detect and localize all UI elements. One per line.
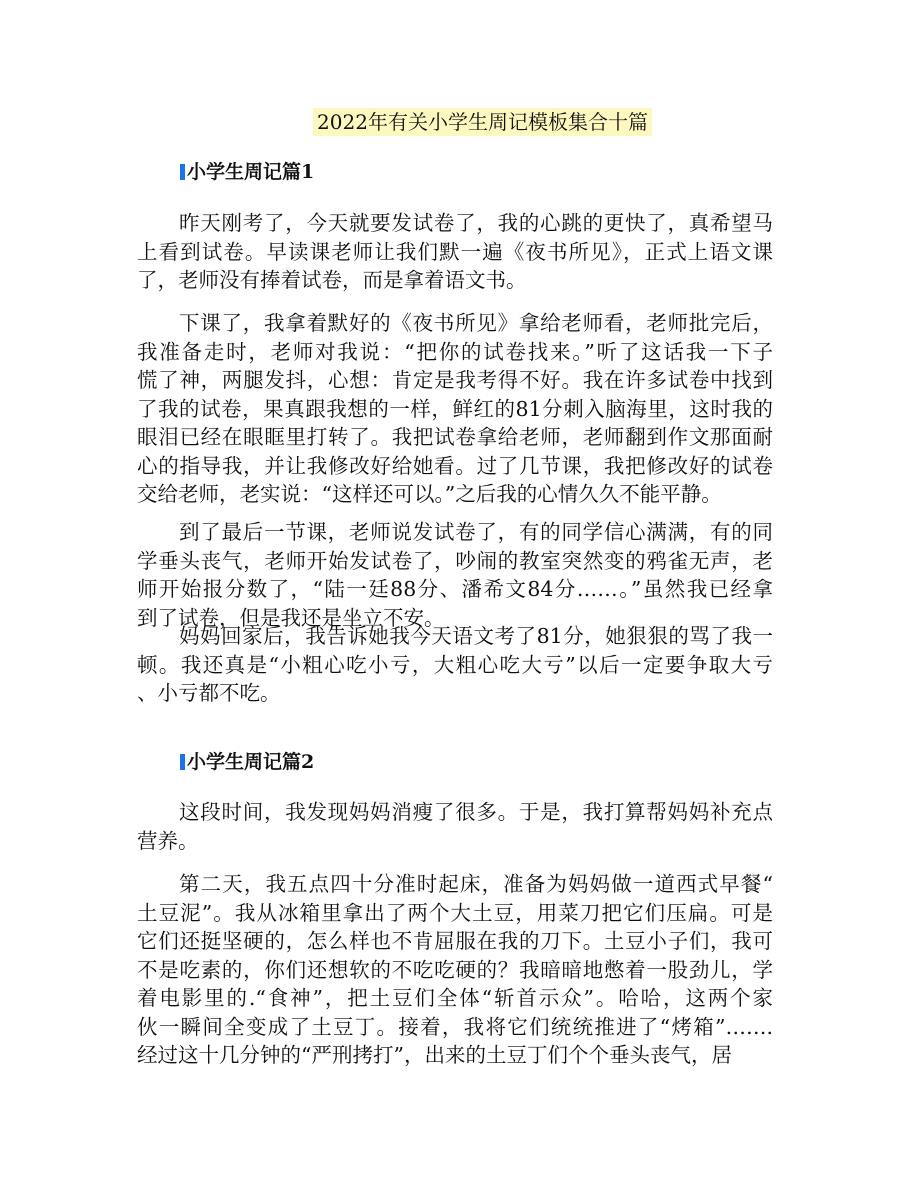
paragraph <box>137 622 773 708</box>
section-heading-text: 小学生周记篇2 <box>187 751 315 773</box>
paragraph-line: 到了试卷，但是我还是坐立不安。 <box>137 605 445 630</box>
paragraph-line: 了，老师没有捧着试卷，而是拿着语文书。 <box>137 268 527 292</box>
paragraph <box>137 518 773 632</box>
paragraph-line: 师开始报分数了，“陆一廷88分、潘希文84分……。”虽然我已经拿 <box>137 577 773 601</box>
paragraph-line: 它们还挺坚硬的，怎么样也不肯屈服在我的刀下。土豆小子们，我可 <box>137 929 773 953</box>
heading-marker-icon <box>180 164 185 180</box>
paragraph-line: 不是吃素的，你们还想软的不吃吃硬的？我暗暗地憋着一股劲儿，学 <box>137 957 773 982</box>
paragraph-line: 、小亏都不吃。 <box>137 681 281 705</box>
paragraph-line: 下课了，我拿着默好的《夜书所见》拿给老师看，老师批完后， <box>179 311 773 335</box>
section-heading <box>180 159 314 185</box>
paragraph-line: 顿。我还真是“小粗心吃小亏，大粗心吃大亏”以后一定要争取大亏 <box>137 652 773 677</box>
paragraph-line: 伙一瞬间全变成了土豆丁。接着，我将它们统统推进了“烤箱”……. <box>137 1014 773 1039</box>
paragraph-line: 营养。 <box>137 828 199 853</box>
paragraph-line: 第二天，我五点四十分准时起床，准备为妈妈做一道西式早餐“ <box>179 872 773 896</box>
paragraph-line: 眼泪已经在眼眶里打转了。我把试卷拿给老师，老师翻到作文那面耐 <box>137 425 773 449</box>
paragraph <box>137 870 773 1070</box>
paragraph <box>137 309 773 509</box>
section-heading <box>180 749 314 775</box>
paragraph-line: 心的指导我，并让我修改好给她看。过了几节课，我把修改好的试卷 <box>137 453 773 478</box>
paragraph-line: 上看到试卷。早读课老师让我们默一遍《夜书所见》，正式上语文课 <box>137 239 773 264</box>
paragraph-line: 学垂头丧气，老师开始发试卷了，吵闹的教室突然变的鸦雀无声，老 <box>137 548 773 573</box>
paragraph-line: 土豆泥”。我从冰箱里拿出了两个大土豆，用菜刀把它们压扁。可是 <box>137 900 773 925</box>
paragraph-line: 经过这十几分钟的“严刑拷打”，出来的土豆丁们个个垂头丧气，居 <box>137 1043 732 1067</box>
section-heading-text: 小学生周记篇1 <box>187 161 315 183</box>
paragraph-line: 慌了神，两腿发抖，心想：肯定是我考得不好。我在许多试卷中找到 <box>137 368 773 392</box>
paragraph-line: 我准备走时，老师对我说：“把你的试卷找来。”听了这话我一下子 <box>137 339 773 364</box>
heading-marker-icon <box>180 754 185 770</box>
paragraph <box>137 209 773 295</box>
paragraph-line: 妈妈回家后，我告诉她我今天语文考了81分，她狠狠的骂了我一 <box>179 624 773 648</box>
paragraph-line: 着电影里的.“食神”，把土豆们全体“斩首示众”。哈哈，这两个家 <box>137 986 773 1010</box>
paragraph-line: 到了最后一节课，老师说发试卷了，有的同学信心满满，有的同 <box>179 520 773 544</box>
paragraph-line: 昨天刚考了，今天就要发试卷了，我的心跳的更快了，真希望马 <box>179 211 773 235</box>
paragraph <box>137 798 773 855</box>
paragraph-line: 了我的试卷，果真跟我想的一样，鲜红的81分刺入脑海里，这时我的 <box>137 396 773 421</box>
document-title: 2022年有关小学生周记模板集合十篇 <box>313 108 652 136</box>
paragraph-line: 这段时间，我发现妈妈消瘦了很多。于是，我打算帮妈妈补充点 <box>179 800 773 824</box>
paragraph-line: 交给老师，老实说：“这样还可以。”之后我的心情久久不能平静。 <box>137 482 722 506</box>
